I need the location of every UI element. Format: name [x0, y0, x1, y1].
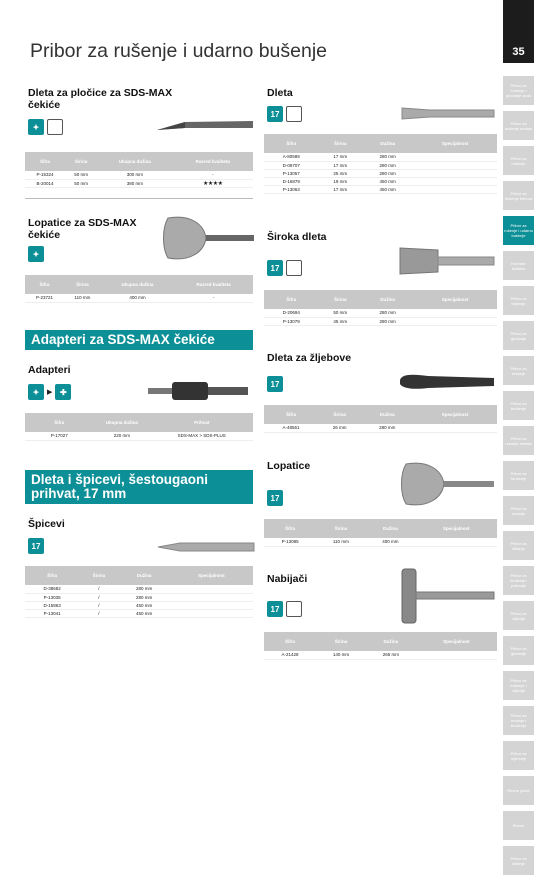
- table-cell: /: [79, 601, 118, 609]
- table-cell: 17 mm: [319, 185, 362, 193]
- table-row: [264, 309, 497, 317]
- table-cell: A-48561: [264, 424, 318, 432]
- table-cell: 110 mm: [64, 294, 101, 302]
- hex-17-icon: 17: [267, 601, 283, 617]
- col-header: Širina: [65, 152, 97, 171]
- page-number: 35: [503, 0, 534, 63]
- table-dleta: [264, 134, 497, 194]
- table-cell: D-08707: [264, 161, 319, 169]
- side-tab[interactable]: Pribor za šlifanje: [503, 531, 534, 560]
- col-header: Širina: [318, 405, 362, 424]
- table-cell: [413, 177, 497, 185]
- table-cell: 50 mm: [65, 179, 97, 187]
- table-cell: 300 mm: [97, 171, 172, 179]
- tile-chisel-image: [155, 112, 255, 138]
- adapter-icons: [28, 384, 71, 400]
- col-header: Šifra: [25, 152, 65, 171]
- table-cell: 450 mm: [119, 609, 170, 617]
- col-header: Širina: [316, 519, 365, 538]
- table-cell: 400 mm: [101, 294, 175, 302]
- col-header: Razred kvaliteta: [174, 275, 253, 294]
- table-cell: 110 mm: [316, 538, 365, 546]
- table-cell: [416, 651, 497, 659]
- col-header: Širina: [319, 134, 362, 153]
- side-tab[interactable]: Pribor za rezanje metala: [503, 426, 534, 455]
- table-row: [264, 185, 497, 193]
- table-row: [25, 585, 253, 593]
- table-cell: 26 mm: [318, 424, 362, 432]
- col-header: Dužina: [361, 405, 413, 424]
- side-tab[interactable]: Rezne: [503, 811, 534, 840]
- side-tab[interactable]: Pribor za glodanje: [503, 321, 534, 350]
- siroka-dleta-icons: [267, 260, 302, 276]
- table-cell: 25 mm: [319, 169, 362, 177]
- col-header: Specijalnost: [170, 566, 253, 585]
- table-cell: [413, 161, 497, 169]
- table-cell: 265 mm: [366, 651, 416, 659]
- side-tab[interactable]: Pribor za rušenje i udarno bušenje: [503, 216, 534, 245]
- table-row: [264, 177, 497, 185]
- pointed-chisel-image: [156, 540, 256, 554]
- table-cell: D-15863: [25, 601, 79, 609]
- table-cell: A-80589: [264, 153, 319, 161]
- dleta-icons: [267, 106, 302, 122]
- side-tab[interactable]: Pribor za brušenje: [503, 461, 534, 490]
- table-cell: 220 mm: [93, 432, 150, 440]
- table-cell: 280 mm: [362, 317, 413, 325]
- table-cell: 280 mm: [361, 424, 413, 432]
- side-tab[interactable]: Pribor za rezanje: [503, 496, 534, 525]
- table-cell: 280 mm: [362, 161, 413, 169]
- side-tab[interactable]: Pribor za glodanje: [503, 636, 534, 665]
- table-row: [264, 538, 497, 546]
- section-title-siroka-dleta: Široka dleta: [267, 231, 327, 243]
- table-cell: [170, 593, 253, 601]
- table-cell: [413, 169, 497, 177]
- sds-plus-icon: ✚: [55, 384, 71, 400]
- table-cell: P-13057: [264, 169, 319, 177]
- col-header: Ukupna dužina: [97, 152, 172, 171]
- table-row: [25, 593, 253, 601]
- table-cell: 280 mm: [119, 593, 170, 601]
- hex-17-icon: 17: [28, 538, 44, 554]
- table-cell: [170, 609, 253, 617]
- table-cell: 400 mm: [365, 538, 415, 546]
- col-header: Dužina: [362, 134, 413, 153]
- col-header: Razred kvaliteta: [172, 152, 253, 171]
- table-lopatice-sds: [25, 275, 253, 303]
- table-dleto-zljebove: [264, 405, 497, 433]
- sds-max-icon: ✦: [28, 119, 44, 135]
- table-cell: D-16879: [264, 177, 319, 185]
- section-title-nabijaci: Nabijači: [267, 573, 308, 585]
- table-cell: 450 mm: [362, 177, 413, 185]
- table-cell: /: [79, 593, 118, 601]
- col-header: Dužina: [366, 632, 416, 651]
- table-cell: 140 mm: [316, 651, 366, 659]
- table-cell: P-13063: [264, 185, 319, 193]
- col-header: Šifra: [25, 275, 64, 294]
- table-cell: 280 mm: [362, 309, 413, 317]
- tile-icon: ▧: [286, 260, 302, 276]
- col-header: Šifra: [25, 413, 93, 432]
- flat-chisel-image: [400, 102, 496, 124]
- sds-max-icon: ✦: [28, 246, 44, 262]
- table-cell: /: [79, 585, 118, 593]
- table-row: [264, 317, 497, 325]
- table-cell: P-17027: [25, 432, 93, 440]
- table-cell: [413, 153, 497, 161]
- hex-17-icon: 17: [267, 376, 283, 392]
- table-cell: [413, 317, 497, 325]
- side-tab[interactable]: Krunske bušilice: [503, 251, 534, 280]
- lopatice-icons: [267, 490, 283, 506]
- table-row: [25, 294, 253, 302]
- col-header: Dužina: [362, 290, 413, 309]
- hex-17-icon: 17: [267, 490, 283, 506]
- compact-icon: ▥: [286, 601, 302, 617]
- col-header: Specijalnost: [413, 290, 497, 309]
- table-cell: 50 mm: [65, 171, 97, 179]
- tile-icon: ▧: [286, 106, 302, 122]
- table-cell: [415, 538, 497, 546]
- table-row: [25, 432, 253, 440]
- table-cell: 450 mm: [119, 601, 170, 609]
- table-cell: 280 mm: [119, 585, 170, 593]
- table-cell: 45 mm: [319, 317, 362, 325]
- table-row: [25, 171, 253, 179]
- zljebovi-icons: [267, 376, 283, 392]
- col-header: Specijalnost: [416, 632, 497, 651]
- col-header: Ukupna dužina: [93, 413, 150, 432]
- tamper-image: [400, 567, 496, 625]
- side-tab[interactable]: Pribor za bušenje i vijčenje: [503, 671, 534, 700]
- table-nabijaci: [264, 632, 497, 660]
- side-tab[interactable]: Pribor za rezanje: [503, 356, 534, 385]
- col-header: Šifra: [264, 405, 318, 424]
- nabijaci-icons: [267, 601, 302, 617]
- col-header: Šifra: [264, 519, 316, 538]
- col-header: Ukupna dužina: [101, 275, 175, 294]
- table-cell: P-13041: [25, 609, 79, 617]
- table-cell: /: [79, 609, 118, 617]
- side-tab[interactable]: Pribor za bušenje: [503, 286, 534, 315]
- table-cell: P-23721: [25, 294, 64, 302]
- table-cell: [170, 601, 253, 609]
- table-cell: SDS-MAX > SDS-PLUS: [150, 432, 253, 440]
- section-title-lopatice-sds: Lopatice za SDS-MAX čekiće: [28, 217, 137, 241]
- hex-17-icon: 17: [267, 106, 283, 122]
- col-header: Dužina: [365, 519, 415, 538]
- table-row: [264, 169, 497, 177]
- tile-chisel-icons: [28, 119, 63, 135]
- gouge-chisel-image: [398, 372, 496, 392]
- side-tab[interactable]: Pribor za brušenje: [503, 391, 534, 420]
- col-header: Specijalnost: [415, 519, 497, 538]
- tile-icon: ▧: [47, 119, 63, 135]
- table-dleta-plocice: [25, 152, 253, 188]
- side-tab[interactable]: Pribor za šlifanje: [503, 846, 534, 875]
- table-cell: -: [174, 294, 253, 302]
- table-cell: 50 mm: [319, 309, 362, 317]
- table-cell: -: [172, 171, 253, 179]
- table-row: [25, 601, 253, 609]
- table-row: [25, 179, 253, 187]
- section-title-lopatice: Lopatice: [267, 460, 311, 472]
- table-cell: P-13035: [25, 593, 79, 601]
- table-cell: P-13085: [264, 538, 316, 546]
- table-cell: 380 mm: [97, 179, 172, 187]
- quality-stars: ★★★★: [172, 179, 253, 187]
- table-cell: D-20694: [264, 309, 319, 317]
- col-header: Širina: [64, 275, 101, 294]
- col-header: Širina: [316, 632, 366, 651]
- table-siroka-dleta: [264, 290, 497, 326]
- section-title-dleta: Dleta: [267, 87, 293, 99]
- side-tab[interactable]: Pribor za bušenje metala: [503, 111, 534, 140]
- table-row: [264, 161, 497, 169]
- table-adapteri: [25, 413, 253, 441]
- table-cell: 17 mm: [319, 161, 362, 169]
- col-header: Šifra: [264, 632, 316, 651]
- banner-adapteri: Adapteri za SDS-MAX čekiće: [25, 330, 253, 350]
- table-lopatice: [264, 519, 497, 547]
- section-title-adapteri: Adapteri: [28, 364, 71, 376]
- table-cell: B-20014: [25, 179, 65, 187]
- table-cell: 17 mm: [319, 153, 362, 161]
- spicevi-icons: [28, 538, 44, 554]
- col-header: Specijalnost: [413, 134, 497, 153]
- page-title: Pribor za rušenje i udarno bušenje: [30, 40, 328, 62]
- col-header: Šifra: [264, 290, 319, 309]
- side-tab[interactable]: Pribor za bušenje i glodanje stola: [503, 76, 534, 105]
- section-title-dleta-plocice: Dleta za pločice za SDS-MAX čekiće: [28, 87, 173, 111]
- col-header: Širina: [319, 290, 362, 309]
- table-cell: 19 mm: [319, 177, 362, 185]
- table-row: [264, 153, 497, 161]
- col-header: Dužina: [119, 566, 170, 585]
- table-row: [264, 424, 497, 432]
- table-cell: D-38682: [25, 585, 79, 593]
- spade-image: [160, 214, 256, 264]
- table-cell: [413, 185, 497, 193]
- table-row: [25, 609, 253, 617]
- side-tab[interactable]: Pribor za brušenje i poliranje: [503, 566, 534, 595]
- side-tab[interactable]: Pribor za bušenje betona: [503, 181, 534, 210]
- col-header: Šifra: [25, 566, 79, 585]
- lopatice-sds-icons: [28, 246, 44, 262]
- table-cell: A-21428: [264, 651, 316, 659]
- side-tab[interactable]: Pribor za rezanje i brušenje: [503, 706, 534, 735]
- hex-17-icon: 17: [267, 260, 283, 276]
- adapter-image: [146, 378, 250, 404]
- side-tab[interactable]: Pribor za bušenje: [503, 146, 534, 175]
- col-header: Širina: [79, 566, 118, 585]
- col-header: Šifra: [264, 134, 319, 153]
- col-header: Specijalnost: [413, 405, 497, 424]
- wide-chisel-image: [398, 246, 496, 276]
- col-header: Prihvat: [150, 413, 253, 432]
- side-tab[interactable]: Pribor za mjerenje: [503, 741, 534, 770]
- section-title-spicevi: Špicevi: [28, 518, 65, 530]
- side-tabs: [503, 76, 534, 881]
- banner-dleta-spicevi: Dleta i špicevi, šestougaoni prihvat, 17 mm: [25, 470, 253, 504]
- table-spicevi: [25, 566, 253, 618]
- arrow-right-icon: ▶: [47, 389, 53, 396]
- table-cell: 450 mm: [362, 185, 413, 193]
- table-cell: [170, 585, 253, 593]
- table-row: [264, 651, 497, 659]
- spade-image: [398, 460, 496, 510]
- side-tab[interactable]: Rezne ploče: [503, 776, 534, 805]
- table-cell: P-15324: [25, 171, 65, 179]
- divider: [25, 198, 253, 199]
- sds-max-icon: ✦: [28, 384, 44, 400]
- table-cell: 280 mm: [362, 153, 413, 161]
- section-title-dleto-zljebove: Dleta za žljebove: [267, 352, 352, 364]
- table-cell: 280 mm: [362, 169, 413, 177]
- table-cell: P-13079: [264, 317, 319, 325]
- table-cell: [413, 309, 497, 317]
- side-tab[interactable]: Pribor za vijčenje: [503, 601, 534, 630]
- table-cell: [413, 424, 497, 432]
